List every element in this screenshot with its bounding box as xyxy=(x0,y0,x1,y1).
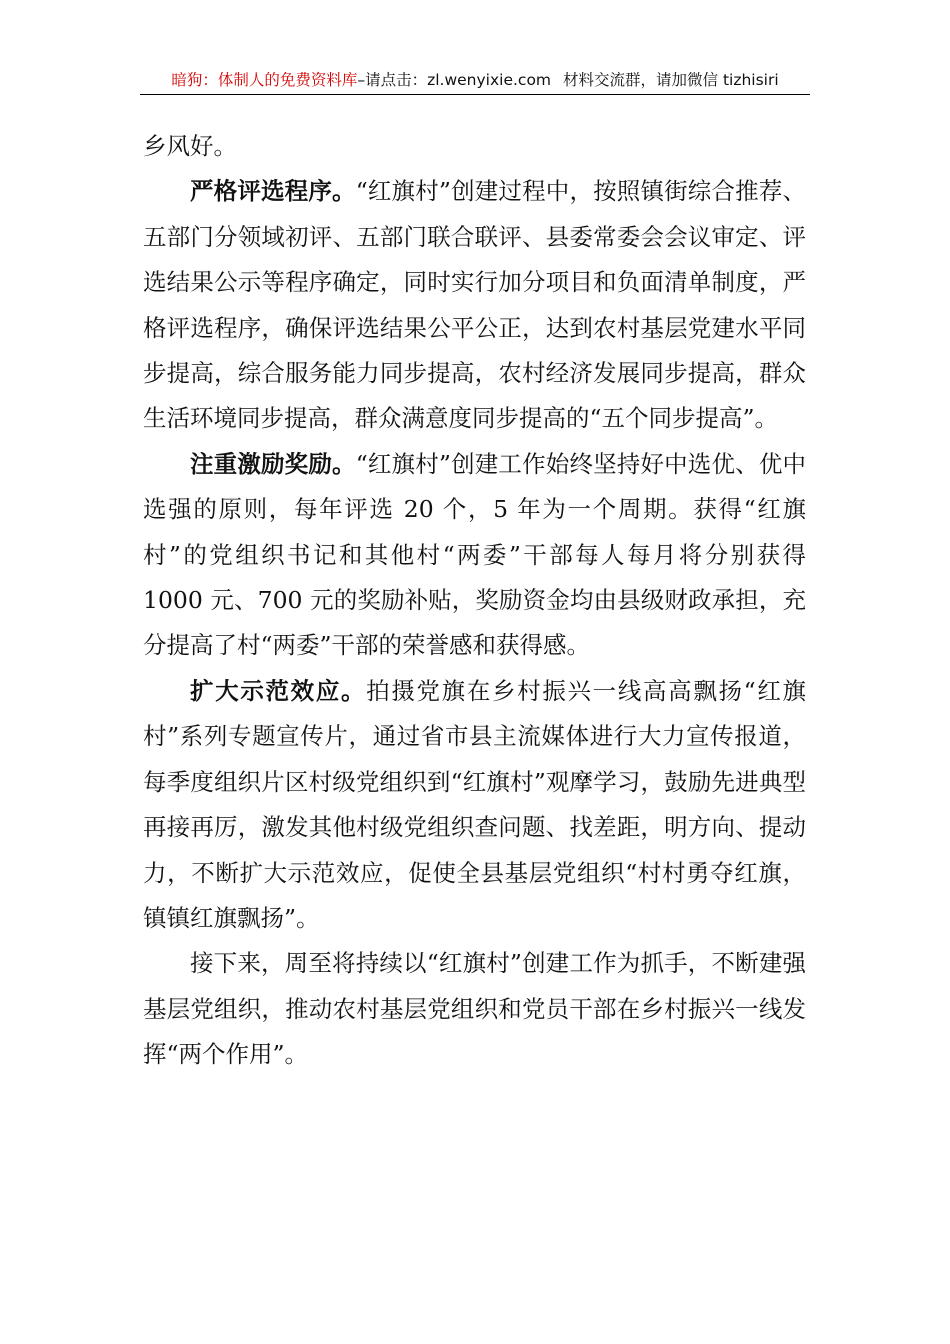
paragraph-text: “红旗村”创建过程中，按照镇街综合推荐、五部门分领域初评、五部门联合联评、县委常委会会议审定、评选结果公示等程序确定，同时实行加分项目和负面清单制度，严格评选程序，确保评选结果公平公正，达到农村基层党建水平同步提高，综合服务能力同步提高，农村经济发展同步提高，群众生活环境同步提高，群众满意度同步提高的“五个同步提高”。 xyxy=(143,177,806,433)
paragraph-demonstration-effect xyxy=(143,669,806,941)
header-group-note: 材料交流群，请加微信 tizhisiri xyxy=(563,71,779,89)
paragraph-text: “红旗村”创建工作始终坚持好中选优、优中选强的原则，每年评选 20 个，5 年为一个周期。获得“红旗村”的党组织书记和其他村“两委”干部每人每月将分别获得 1000 元、700 元的奖励补贴，奖励资金均由县级财政承担，充分提高了村“两委”干部的荣誉感和获得感。 xyxy=(143,449,806,660)
paragraph-selection-procedure xyxy=(143,169,806,441)
paragraph-incentives xyxy=(143,442,806,669)
paragraph-heading: 扩大示范效应。 xyxy=(190,676,367,705)
paragraph-heading: 严格评选程序。 xyxy=(190,177,356,206)
paragraph-heading: 注重激励奖励。 xyxy=(190,449,356,478)
header-site-name: 暗狗：体制人的免费资料库 xyxy=(171,71,358,89)
document-body xyxy=(143,124,806,1078)
page-header xyxy=(140,68,810,95)
header-click-prompt[interactable]: –请点击：zl.wenyixie.com xyxy=(357,71,552,89)
paragraph-continuation xyxy=(143,124,806,169)
paragraph-text: 接下来，周至将持续以“红旗村”创建工作为抓手，不断建强基层党组织，推动农村基层党组织和党员干部在乡村振兴一线发挥“两个作用”。 xyxy=(143,949,806,1069)
paragraph-next-steps xyxy=(143,941,806,1077)
paragraph-text: 乡风好。 xyxy=(143,132,237,160)
paragraph-text: 拍摄党旗在乡村振兴一线高高飘扬“红旗村”系列专题宣传片，通过省市县主流媒体进行大力宣传报道，每季度组织片区村级党组织到“红旗村”观摩学习，鼓励先进典型再接再厉，激发其他村级党组织查问题、找差距，明方向、提动力，不断扩大示范效应，促使全县基层党组织“村村勇夺红旗，镇镇红旗飘扬”。 xyxy=(143,676,807,932)
